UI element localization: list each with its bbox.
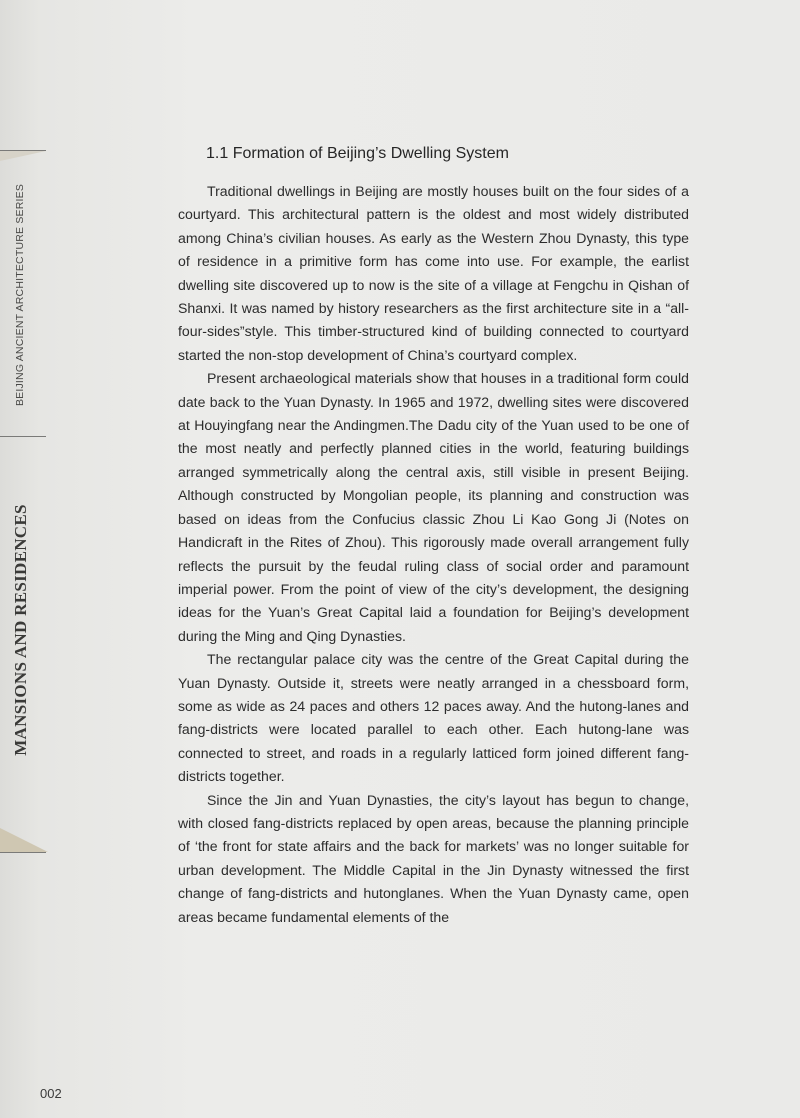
volume-title: MANSIONS AND RESIDENCES xyxy=(11,504,30,756)
sidebar-divider xyxy=(0,436,46,437)
section-heading: 1.1 Formation of Beijing’s Dwelling System xyxy=(206,145,509,162)
paragraph: Since the Jin and Yuan Dynasties, the city’s layout has begun to change, with closed fang-districts replaced by open areas, because the planning principle of ‘the front for state affairs and the back for markets’ was no longer suitable for urban development. The Middle Capital in the Jin Dynasty witnessed the first change of fang-districts and hutonglanes. When the Yuan Dynasty came, open areas became fundamental elements of the xyxy=(178,791,689,925)
sidebar-bottom-rule xyxy=(0,852,46,853)
paragraph: Present archaeological materials show that houses in a traditional form could date back to the Yuan Dynasty. In 1965 and 1972, dwelling sites were discovered at Houyingfang near the Andingmen.The Dadu city of the Yuan used to be one of the most neatly and perfectly planned cities in the world, featuring buildings arranged symmetrically along the central axis, still visible in present Beijing. Although constructed by Mongolian people, its planning and construction was based on ideas from the Confucius classic Zhou Li Kao Gong Ji (Notes on Handicraft in the Rites of Zhou). This rigorously made overall arrangement fully reflects the pursuit by the feudal ruling class of social order and paramount imperial power. From the point of view of the city’s development, the designing ideas for the Yuan’s Great Capital laid a foundation for Beijing’s development during the Ming and Qing Dynasties. xyxy=(178,370,689,644)
paragraph: Traditional dwellings in Beijing are mostly houses built on the four sides of a courtyard. This architectural pattern is the oldest and most widely distributed among China’s civilian houses. As early as the Western Zhou Dynasty, this type of residence in a primitive form has come into use. For example, the earlist dwelling site discovered up to now is the site of a village at Fengchu in Qishan of Shanxi. It was named by history researchers as the first architecture site in a “all-four-sides”style. This timber-structured kind of building connected to courtyard started the non-stop development of China’s courtyard complex. xyxy=(178,183,689,363)
series-label-container xyxy=(5,160,35,430)
page-number: 002 xyxy=(40,1086,62,1101)
series-label: BEIJING ANCIENT ARCHITECTURE SERIES xyxy=(14,183,26,407)
paragraph: The rectangular palace city was the centre of the Great Capital during the Yuan Dynasty. Outside it, streets were neatly arranged in a chessboard form, some as wide as 24 paces and others 12 paces away. And the hutong-lanes and fang-districts were located parallel to each other. Each hutong-lane was connected to street, and roads in a regularly latticed form joined different fang-districts together. xyxy=(178,651,689,785)
body-text xyxy=(178,180,689,929)
volume-title-container xyxy=(3,500,39,760)
sidebar-bottom-wedge xyxy=(0,828,48,852)
